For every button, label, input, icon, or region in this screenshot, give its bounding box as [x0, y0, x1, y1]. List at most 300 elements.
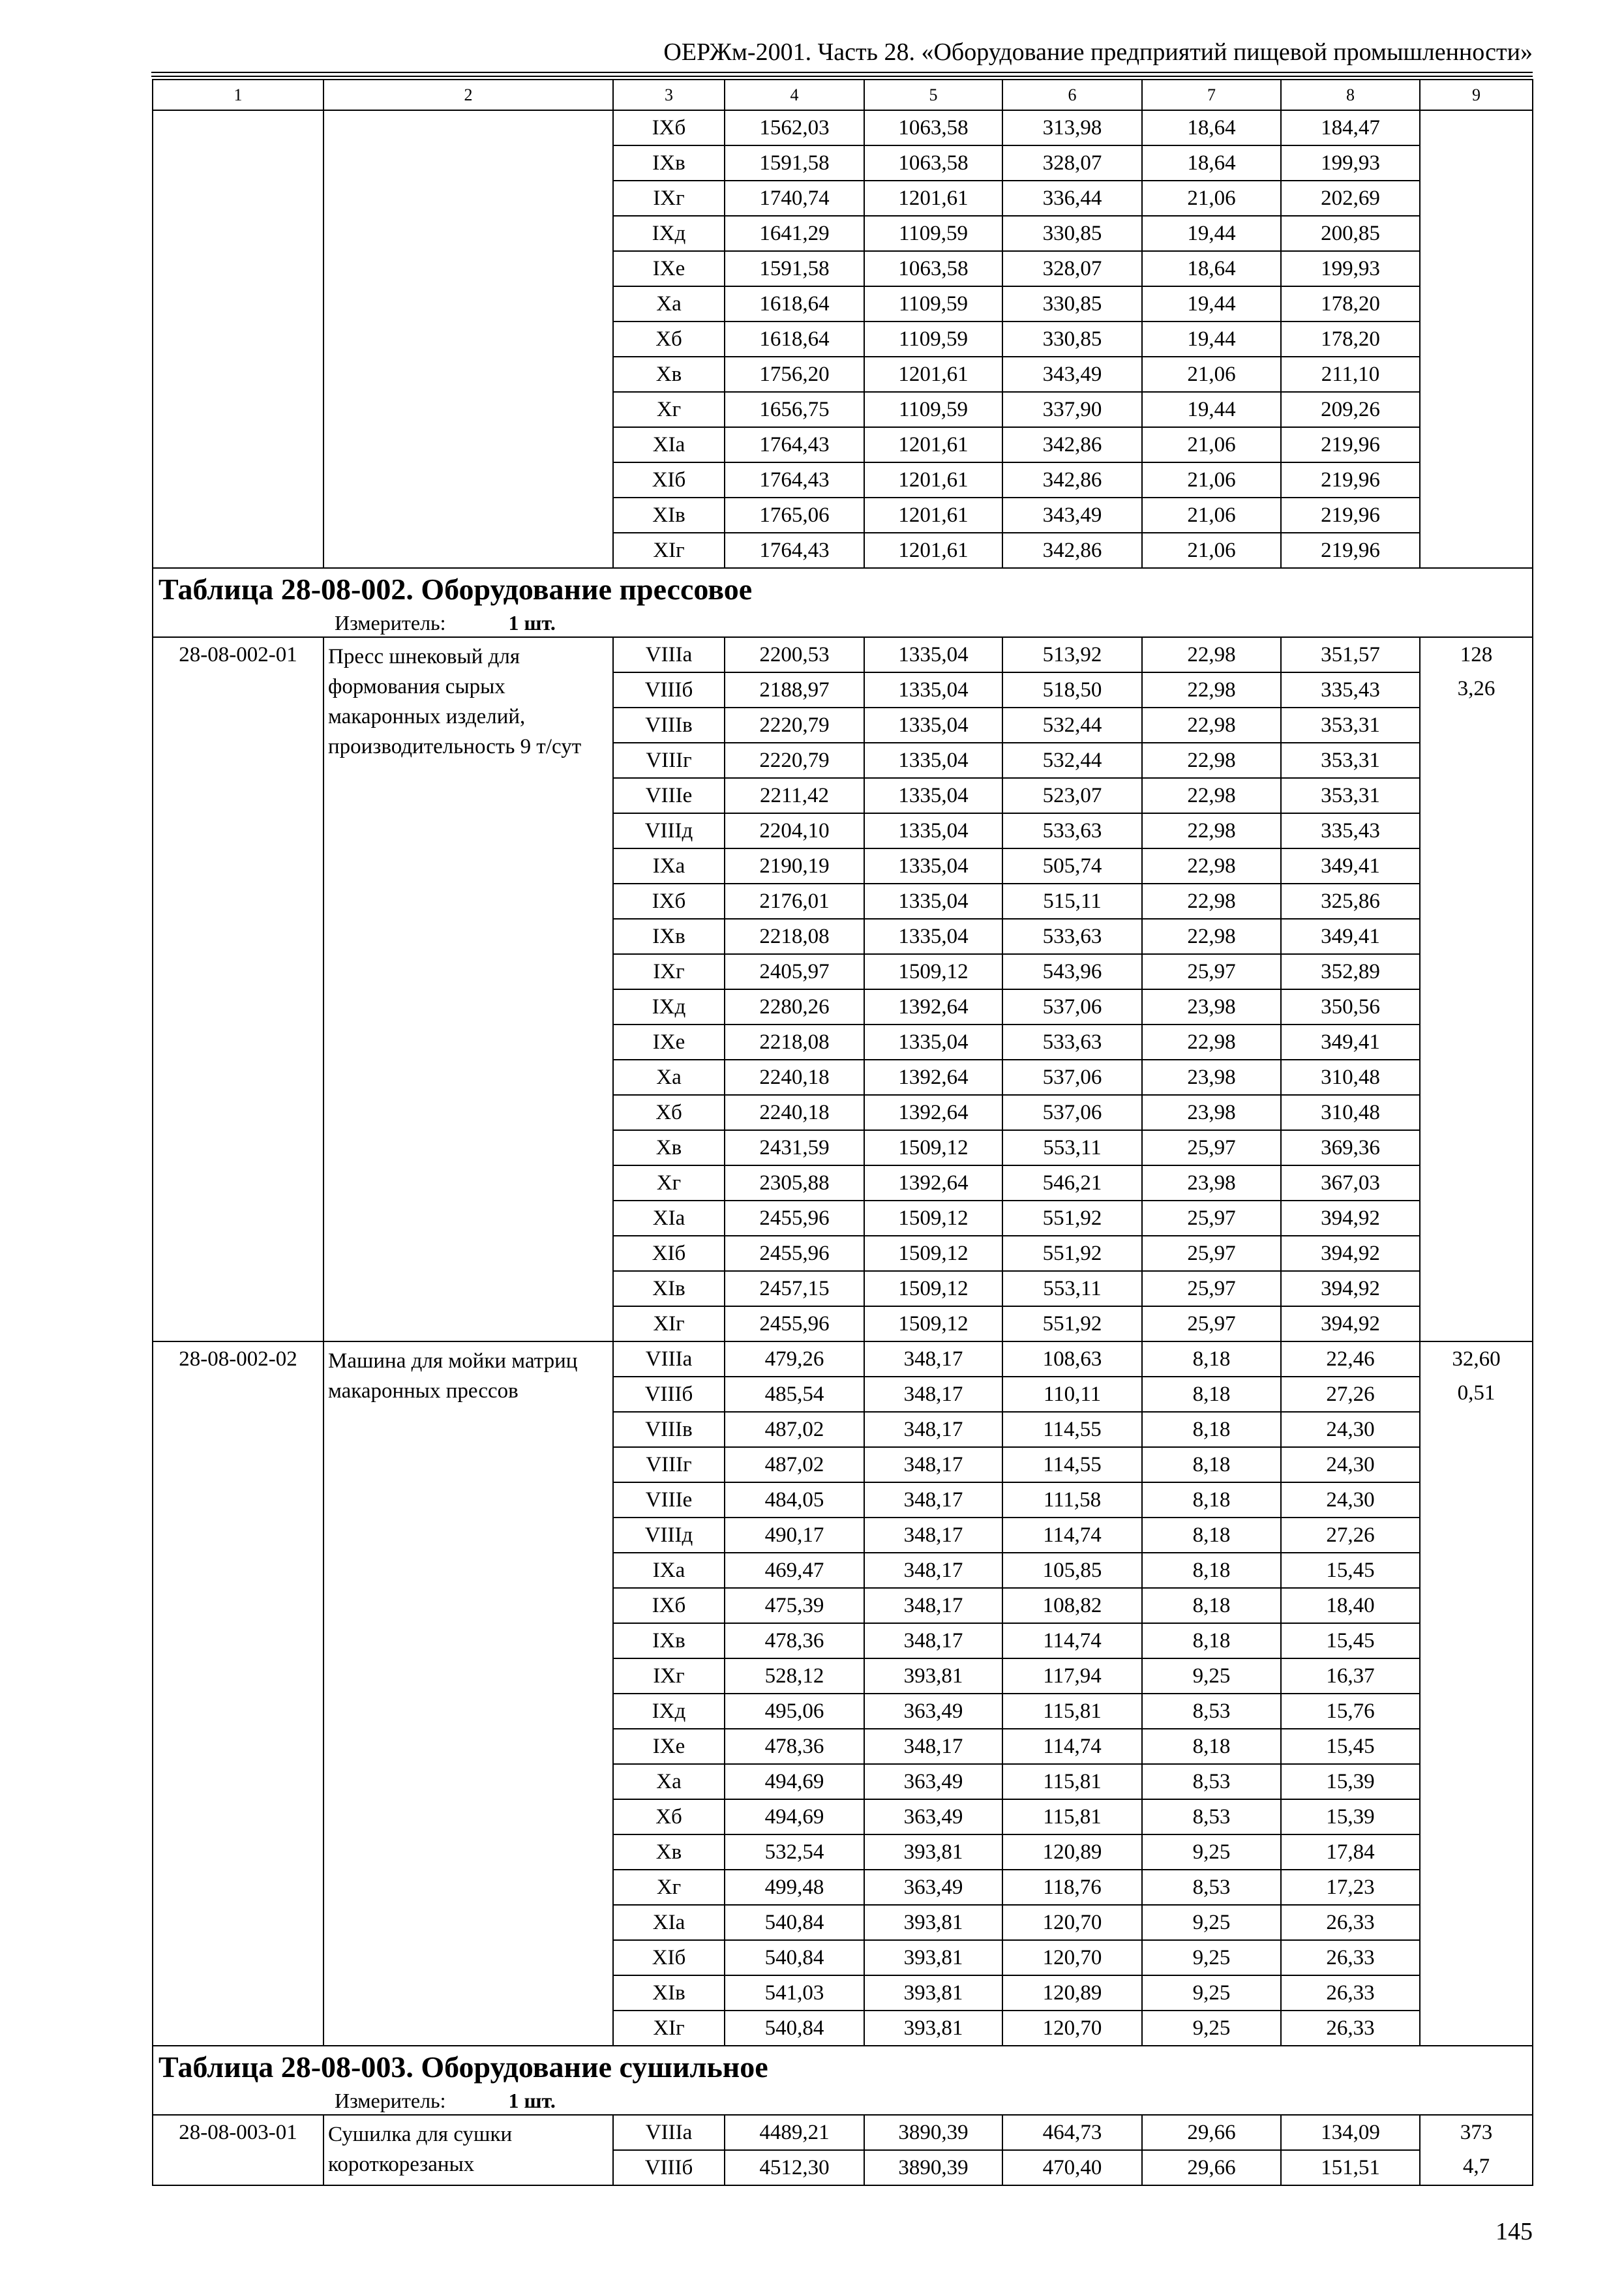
- table-cell: 342,86: [1002, 427, 1142, 462]
- table-cell: 350,56: [1281, 989, 1420, 1025]
- table-cell: 343,49: [1002, 357, 1142, 392]
- table-cell: 342,86: [1002, 462, 1142, 498]
- table-cell: 25,97: [1142, 1236, 1281, 1271]
- table-cell: Xа: [613, 1060, 725, 1095]
- table-cell: 1509,12: [864, 1201, 1002, 1236]
- table-cell: 494,69: [725, 1764, 864, 1799]
- table-cell: 120,70: [1002, 2011, 1142, 2046]
- table-cell: VIIIе: [613, 778, 725, 813]
- table-cell: 1063,58: [864, 251, 1002, 286]
- table-cell: 479,26: [725, 1341, 864, 1377]
- table-cell: 25,97: [1142, 954, 1281, 989]
- table-row: [153, 1341, 1533, 1377]
- table-cell: 310,48: [1281, 1095, 1420, 1130]
- item-code: 28-08-002-01: [153, 637, 323, 1341]
- table-cell: 348,17: [864, 1518, 1002, 1553]
- table-cell: 23,98: [1142, 1095, 1281, 1130]
- table-cell: 120,70: [1002, 1940, 1142, 1975]
- table-cell: 18,40: [1281, 1588, 1420, 1623]
- table-cell: 8,53: [1142, 1764, 1281, 1799]
- table-cell: 2455,96: [725, 1236, 864, 1271]
- table-cell: 2220,79: [725, 743, 864, 778]
- table-cell: 348,17: [864, 1482, 1002, 1518]
- table-cell: Xг: [613, 392, 725, 427]
- table-cell: IXв: [613, 145, 725, 181]
- table-cell: IXб: [613, 884, 725, 919]
- table-cell: IXе: [613, 1729, 725, 1764]
- table-cell: 328,07: [1002, 251, 1142, 286]
- price-table: [152, 79, 1533, 2186]
- table-cell: 22,98: [1142, 919, 1281, 954]
- column-number: 7: [1142, 80, 1281, 110]
- unit-value: 1 шт.: [508, 2089, 556, 2112]
- table-cell: 1201,61: [864, 498, 1002, 533]
- table-cell: 349,41: [1281, 848, 1420, 884]
- table-cell: 22,98: [1142, 848, 1281, 884]
- table-cell: 117,94: [1002, 1658, 1142, 1694]
- table-cell: 541,03: [725, 1975, 864, 2011]
- table-cell: 1335,04: [864, 778, 1002, 813]
- table-row: [153, 637, 1533, 672]
- table-cell: 330,85: [1002, 322, 1142, 357]
- table-cell: 23,98: [1142, 1165, 1281, 1201]
- table-cell: 199,93: [1281, 145, 1420, 181]
- table-cell: 120,70: [1002, 1905, 1142, 1940]
- table-cell: 24,30: [1281, 1412, 1420, 1447]
- table-cell: 485,54: [725, 1377, 864, 1412]
- table-cell: 469,47: [725, 1553, 864, 1588]
- table-cell: 532,44: [1002, 743, 1142, 778]
- table-cell: 349,41: [1281, 1025, 1420, 1060]
- table-cell: 551,92: [1002, 1306, 1142, 1341]
- table-cell: IXг: [613, 1658, 725, 1694]
- table-cell: 9,25: [1142, 1658, 1281, 1694]
- table-cell: 184,47: [1281, 110, 1420, 145]
- table-cell: 18,64: [1142, 110, 1281, 145]
- table-cell: 25,97: [1142, 1306, 1281, 1341]
- column-number: 3: [613, 80, 725, 110]
- table-cell: 335,43: [1281, 813, 1420, 848]
- table-cell: 2218,08: [725, 919, 864, 954]
- table-cell: VIIIа: [613, 637, 725, 672]
- table-cell: 1201,61: [864, 533, 1002, 568]
- table-cell: 352,89: [1281, 954, 1420, 989]
- table-cell: 21,06: [1142, 357, 1281, 392]
- table-cell: 2305,88: [725, 1165, 864, 1201]
- table-cell: 1335,04: [864, 884, 1002, 919]
- table-cell: 9,25: [1142, 1905, 1281, 1940]
- table-cell: 393,81: [864, 2011, 1002, 2046]
- table-cell: 120,89: [1002, 1975, 1142, 2011]
- table-cell: 27,26: [1281, 1518, 1420, 1553]
- table-cell: 2240,18: [725, 1095, 864, 1130]
- table-cell: 551,92: [1002, 1201, 1142, 1236]
- item-name: Пресс шнековый для формования сырых макаронных изделий, производительность 9 т/сут: [323, 637, 613, 1341]
- table-cell: 8,18: [1142, 1412, 1281, 1447]
- table-cell: 478,36: [725, 1623, 864, 1658]
- table-cell: VIIIб: [613, 672, 725, 708]
- table-cell: IXв: [613, 1623, 725, 1658]
- table-cell: 348,17: [864, 1623, 1002, 1658]
- table-cell: 1392,64: [864, 1095, 1002, 1130]
- table-cell: 22,98: [1142, 672, 1281, 708]
- table-cell: 1335,04: [864, 1025, 1002, 1060]
- table-cell: 393,81: [864, 1975, 1002, 2011]
- table-cell: 540,84: [725, 2011, 864, 2046]
- table-cell: 209,26: [1281, 392, 1420, 427]
- unit-label: Измеритель:: [335, 2089, 446, 2112]
- table-cell: 330,85: [1002, 286, 1142, 322]
- table-cell: 8,18: [1142, 1447, 1281, 1482]
- table-cell: 1335,04: [864, 813, 1002, 848]
- table-cell: 1641,29: [725, 216, 864, 251]
- table-cell: 22,98: [1142, 637, 1281, 672]
- table-cell: 499,48: [725, 1870, 864, 1905]
- table-cell: 1063,58: [864, 110, 1002, 145]
- table-cell: 8,53: [1142, 1694, 1281, 1729]
- table-cell: 8,18: [1142, 1482, 1281, 1518]
- table-cell: 24,30: [1281, 1482, 1420, 1518]
- column-number: 4: [725, 80, 864, 110]
- table-cell: VIIIг: [613, 1447, 725, 1482]
- table-cell: VIIIа: [613, 2115, 725, 2150]
- table-cell: 105,85: [1002, 1553, 1142, 1588]
- table-cell: 16,37: [1281, 1658, 1420, 1694]
- table-cell: 353,31: [1281, 708, 1420, 743]
- table-cell: 1562,03: [725, 110, 864, 145]
- table-cell: 23,98: [1142, 1060, 1281, 1095]
- table-cell: 219,96: [1281, 533, 1420, 568]
- table-cell: 537,06: [1002, 1060, 1142, 1095]
- table-cell: 26,33: [1281, 1905, 1420, 1940]
- table-cell: 114,74: [1002, 1623, 1142, 1658]
- table-cell: 348,17: [864, 1729, 1002, 1764]
- table-cell: 114,55: [1002, 1412, 1142, 1447]
- item-code: 28-08-003-01: [153, 2115, 323, 2185]
- table-cell: 111,58: [1002, 1482, 1142, 1518]
- table-cell: Xа: [613, 286, 725, 322]
- table-cell: 1509,12: [864, 1130, 1002, 1165]
- table-cell: 336,44: [1002, 181, 1142, 216]
- table-cell: 4489,21: [725, 2115, 864, 2150]
- table-cell: 540,84: [725, 1905, 864, 1940]
- table-cell: 1756,20: [725, 357, 864, 392]
- table-cell: 553,11: [1002, 1271, 1142, 1306]
- table-cell: 1109,59: [864, 286, 1002, 322]
- table-cell: 22,98: [1142, 884, 1281, 919]
- table-cell: 337,90: [1002, 392, 1142, 427]
- table-cell: 543,96: [1002, 954, 1142, 989]
- table-cell: 21,06: [1142, 181, 1281, 216]
- table-cell: Xб: [613, 322, 725, 357]
- table-cell: IXа: [613, 1553, 725, 1588]
- table-cell: 2455,96: [725, 1201, 864, 1236]
- table-cell: 363,49: [864, 1694, 1002, 1729]
- table-cell: 199,93: [1281, 251, 1420, 286]
- col9-value: 128: [1460, 643, 1493, 666]
- section-header-row: [153, 2046, 1533, 2115]
- table-cell: 505,74: [1002, 848, 1142, 884]
- table-cell: 8,18: [1142, 1729, 1281, 1764]
- running-header: ОЕРЖм-2001. Часть 28. «Оборудование предприятий пищевой промышленности»: [663, 38, 1533, 66]
- table-cell: 26,33: [1281, 2011, 1420, 2046]
- table-cell: Xв: [613, 357, 725, 392]
- table-cell: 1618,64: [725, 322, 864, 357]
- table-cell: 394,92: [1281, 1271, 1420, 1306]
- table-cell: 1618,64: [725, 286, 864, 322]
- table-cell: 200,85: [1281, 216, 1420, 251]
- table-cell: 26,33: [1281, 1975, 1420, 2011]
- table-cell: 15,39: [1281, 1764, 1420, 1799]
- table-cell: 2240,18: [725, 1060, 864, 1095]
- table-cell: XIв: [613, 498, 725, 533]
- section-header-row: [153, 568, 1533, 637]
- table-cell: 1740,74: [725, 181, 864, 216]
- table-cell: 4512,30: [725, 2150, 864, 2185]
- table-cell: 348,17: [864, 1341, 1002, 1377]
- table-cell: 394,92: [1281, 1306, 1420, 1341]
- table-cell: 2176,01: [725, 884, 864, 919]
- table-cell: 546,21: [1002, 1165, 1142, 1201]
- table-cell: IXб: [613, 1588, 725, 1623]
- table-cell: 532,54: [725, 1834, 864, 1870]
- col9-value: 373: [1460, 2121, 1493, 2144]
- table-cell: IXд: [613, 1694, 725, 1729]
- table-cell: 1392,64: [864, 1060, 1002, 1095]
- table-cell: 115,81: [1002, 1694, 1142, 1729]
- table-cell: 2211,42: [725, 778, 864, 813]
- table-cell: 343,49: [1002, 498, 1142, 533]
- table-cell: 484,05: [725, 1482, 864, 1518]
- table-cell: VIIIа: [613, 1341, 725, 1377]
- table-cell: VIIIв: [613, 1412, 725, 1447]
- table-cell: 348,17: [864, 1447, 1002, 1482]
- table-cell: 22,98: [1142, 708, 1281, 743]
- col9-value: 3,26: [1457, 677, 1496, 700]
- table-cell: XIв: [613, 1975, 725, 2011]
- table-cell: 8,18: [1142, 1588, 1281, 1623]
- table-cell: IXг: [613, 181, 725, 216]
- measure-unit: [158, 2088, 1532, 2114]
- table-cell: 475,39: [725, 1588, 864, 1623]
- table-cell: 8,18: [1142, 1553, 1281, 1588]
- unit-value: 1 шт.: [508, 611, 556, 635]
- table-cell: VIIIе: [613, 1482, 725, 1518]
- table-cell: 2204,10: [725, 813, 864, 848]
- table-cell: 1335,04: [864, 743, 1002, 778]
- table-cell: 29,66: [1142, 2115, 1281, 2150]
- table-cell: 22,98: [1142, 778, 1281, 813]
- table-cell: 23,98: [1142, 989, 1281, 1025]
- col9-value: 0,51: [1457, 1381, 1496, 1405]
- table-cell: 114,74: [1002, 1729, 1142, 1764]
- table-cell: VIIIб: [613, 1377, 725, 1412]
- table-cell: Xг: [613, 1870, 725, 1905]
- item-name: Сушилка для сушки короткорезаных: [323, 2115, 613, 2185]
- table-cell: XIв: [613, 1271, 725, 1306]
- table-cell: Xб: [613, 1799, 725, 1834]
- table-cell: 394,92: [1281, 1201, 1420, 1236]
- table-cell: 353,31: [1281, 778, 1420, 813]
- table-cell: XIб: [613, 1236, 725, 1271]
- table-cell: 19,44: [1142, 216, 1281, 251]
- table-cell: 1335,04: [864, 848, 1002, 884]
- table-cell: 348,17: [864, 1412, 1002, 1447]
- table-cell: 110,11: [1002, 1377, 1142, 1412]
- table-cell: 470,40: [1002, 2150, 1142, 2185]
- table-cell: 2188,97: [725, 672, 864, 708]
- table-cell: 108,82: [1002, 1588, 1142, 1623]
- table-cell: 15,45: [1281, 1553, 1420, 1588]
- col9-value: 4,7: [1462, 2155, 1490, 2178]
- table-cell: 328,07: [1002, 145, 1142, 181]
- table-cell: 2190,19: [725, 848, 864, 884]
- empty-cell: [323, 110, 613, 568]
- table-cell: 551,92: [1002, 1236, 1142, 1271]
- table-cell: 349,41: [1281, 919, 1420, 954]
- column-number: 1: [153, 80, 323, 110]
- table-cell: 2200,53: [725, 637, 864, 672]
- table-cell: 1764,43: [725, 533, 864, 568]
- table-cell: 17,23: [1281, 1870, 1420, 1905]
- header-rule: [151, 76, 1533, 77]
- table-cell: 2220,79: [725, 708, 864, 743]
- section-header: [153, 2046, 1533, 2115]
- table-cell: 490,17: [725, 1518, 864, 1553]
- measure-unit: [158, 610, 1532, 636]
- table-cell: 528,12: [725, 1658, 864, 1694]
- table-cell: 2455,96: [725, 1306, 864, 1341]
- col9-values: [1420, 637, 1533, 1341]
- table-cell: 15,76: [1281, 1694, 1420, 1729]
- col9-value: 32,60: [1452, 1347, 1501, 1371]
- table-cell: Xа: [613, 1764, 725, 1799]
- table-cell: 523,07: [1002, 778, 1142, 813]
- table-cell: 394,92: [1281, 1236, 1420, 1271]
- column-number: 6: [1002, 80, 1142, 110]
- table-cell: 494,69: [725, 1799, 864, 1834]
- table-cell: 1201,61: [864, 462, 1002, 498]
- table-cell: 8,53: [1142, 1799, 1281, 1834]
- table-cell: Xг: [613, 1165, 725, 1201]
- table-cell: 211,10: [1281, 357, 1420, 392]
- table-cell: 1335,04: [864, 637, 1002, 672]
- table-cell: 15,45: [1281, 1623, 1420, 1658]
- unit-label: Измеритель:: [335, 611, 446, 635]
- table-cell: IXе: [613, 251, 725, 286]
- table-cell: XIа: [613, 1905, 725, 1940]
- table-cell: 115,81: [1002, 1799, 1142, 1834]
- table-cell: 393,81: [864, 1940, 1002, 1975]
- table-cell: 478,36: [725, 1729, 864, 1764]
- table-cell: 1109,59: [864, 322, 1002, 357]
- table-cell: XIа: [613, 427, 725, 462]
- table-cell: 533,63: [1002, 813, 1142, 848]
- table-cell: 2405,97: [725, 954, 864, 989]
- table-cell: 21,06: [1142, 462, 1281, 498]
- table-cell: 1509,12: [864, 954, 1002, 989]
- column-number: 8: [1281, 80, 1420, 110]
- table-cell: 367,03: [1281, 1165, 1420, 1201]
- table-cell: IXг: [613, 954, 725, 989]
- table-cell: 1335,04: [864, 919, 1002, 954]
- table-cell: 1764,43: [725, 462, 864, 498]
- section-title: Таблица 28-08-002. Оборудование прессовое: [158, 573, 753, 606]
- table-cell: 151,51: [1281, 2150, 1420, 2185]
- table-cell: XIг: [613, 1306, 725, 1341]
- table-cell: 2218,08: [725, 1025, 864, 1060]
- table-cell: 1392,64: [864, 989, 1002, 1025]
- table-cell: 353,31: [1281, 743, 1420, 778]
- table-cell: 363,49: [864, 1799, 1002, 1834]
- table-cell: 487,02: [725, 1447, 864, 1482]
- table-cell: 348,17: [864, 1588, 1002, 1623]
- table-cell: 3890,39: [864, 2115, 1002, 2150]
- table-cell: 2431,59: [725, 1130, 864, 1165]
- table-cell: 1509,12: [864, 1271, 1002, 1306]
- table-cell: Xв: [613, 1130, 725, 1165]
- table-cell: 19,44: [1142, 322, 1281, 357]
- table-cell: 22,98: [1142, 743, 1281, 778]
- table-cell: 219,96: [1281, 498, 1420, 533]
- table-cell: 21,06: [1142, 533, 1281, 568]
- table-cell: IXе: [613, 1025, 725, 1060]
- table-cell: 17,84: [1281, 1834, 1420, 1870]
- table-cell: 120,89: [1002, 1834, 1142, 1870]
- table-cell: 8,18: [1142, 1623, 1281, 1658]
- table-cell: 9,25: [1142, 2011, 1281, 2046]
- header-rule: [151, 72, 1533, 73]
- table-cell: IXд: [613, 989, 725, 1025]
- table-cell: 513,92: [1002, 637, 1142, 672]
- table-cell: 22,98: [1142, 813, 1281, 848]
- table-cell: 310,48: [1281, 1060, 1420, 1095]
- table-cell: 348,17: [864, 1377, 1002, 1412]
- empty-cell: [1420, 110, 1533, 568]
- table-cell: 1591,58: [725, 145, 864, 181]
- table-cell: 348,17: [864, 1553, 1002, 1588]
- table-cell: 313,98: [1002, 110, 1142, 145]
- table-cell: 114,55: [1002, 1447, 1142, 1482]
- table-cell: 25,97: [1142, 1201, 1281, 1236]
- table-cell: 26,33: [1281, 1940, 1420, 1975]
- table-cell: 114,74: [1002, 1518, 1142, 1553]
- table-cell: 363,49: [864, 1764, 1002, 1799]
- table-cell: 19,44: [1142, 286, 1281, 322]
- table-cell: IXа: [613, 848, 725, 884]
- table-cell: 393,81: [864, 1905, 1002, 1940]
- table-cell: 115,81: [1002, 1764, 1142, 1799]
- table-cell: IXд: [613, 216, 725, 251]
- table-cell: 219,96: [1281, 427, 1420, 462]
- table-cell: 202,69: [1281, 181, 1420, 216]
- table-cell: 108,63: [1002, 1341, 1142, 1377]
- table-cell: 330,85: [1002, 216, 1142, 251]
- table-row: [153, 2115, 1533, 2150]
- table-cell: 537,06: [1002, 989, 1142, 1025]
- table-cell: 25,97: [1142, 1271, 1281, 1306]
- table-row: [153, 110, 1533, 145]
- table-cell: 24,30: [1281, 1447, 1420, 1482]
- column-number: 9: [1420, 80, 1533, 110]
- section-header: [153, 568, 1533, 637]
- table-cell: 553,11: [1002, 1130, 1142, 1165]
- table-cell: 1335,04: [864, 672, 1002, 708]
- table-cell: 369,36: [1281, 1130, 1420, 1165]
- table-cell: 21,06: [1142, 427, 1281, 462]
- column-number-row: [153, 80, 1533, 110]
- table-cell: 1063,58: [864, 145, 1002, 181]
